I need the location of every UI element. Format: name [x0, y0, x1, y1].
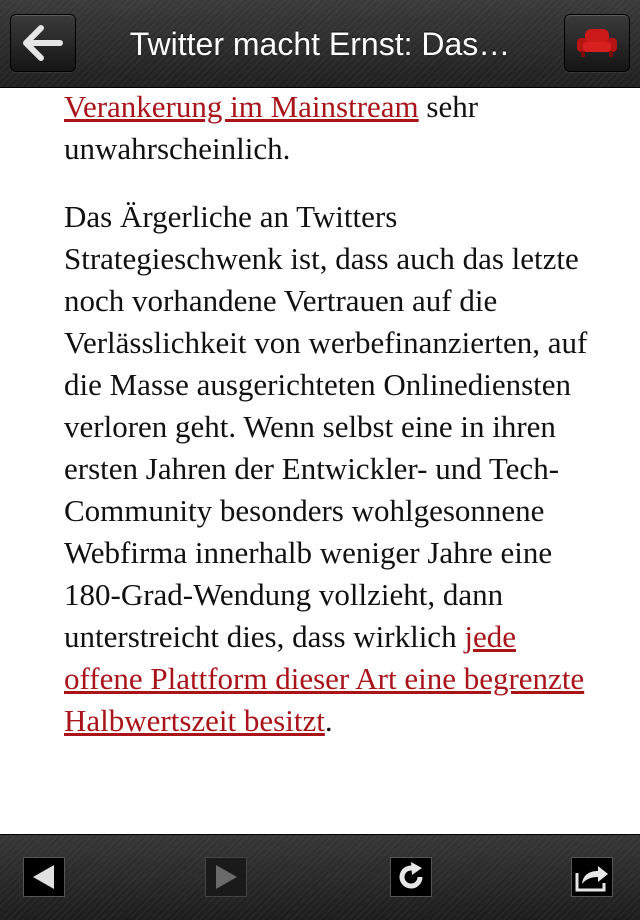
back-button[interactable] [10, 14, 76, 72]
navigation-bar [0, 0, 640, 88]
armchair-icon [575, 26, 619, 60]
arrow-left-icon [22, 25, 64, 61]
article-link[interactable]: Verankerung im Mainstream [64, 89, 419, 124]
paragraph-text: Das Ärgerliche an Twitters Strategieschwenk ist, dass auch das letzte noch vorhandene Vertrauen auf die Verlässlichkeit von werbefinanzierten, auf die Masse ausgerichteten Onlinediensten verloren geht. Wenn selbst eine in ihren ersten Jahren der Entwickler- und Tech-Community besonders wohlgesonnene Webfirma innerhalb weniger Jahre eine 180-Grad-Wendung vollzieht, dann unterstreicht dies, dass wirklich [64, 199, 588, 654]
article-body [64, 88, 594, 834]
article-paragraph [64, 196, 594, 742]
triangle-right-icon [211, 862, 241, 892]
paragraph-text: sehr unwahrscheinlich. [64, 89, 479, 166]
paragraph-end: . [324, 703, 333, 738]
article-paragraph [64, 88, 594, 170]
article-link[interactable]: jede offene Plattform dieser Art eine begrenzte Halbwertszeit besitzt [64, 619, 585, 738]
read-later-button[interactable] [564, 14, 630, 72]
page-title: Twitter macht Ernst: Das… [129, 26, 511, 62]
bottom-toolbar [0, 834, 640, 920]
reload-icon [395, 861, 427, 893]
previous-button[interactable] [23, 857, 65, 897]
reload-button[interactable] [390, 857, 432, 897]
share-icon [574, 861, 610, 893]
next-button[interactable] [205, 857, 247, 897]
triangle-left-icon [29, 862, 59, 892]
share-button[interactable] [571, 857, 613, 897]
